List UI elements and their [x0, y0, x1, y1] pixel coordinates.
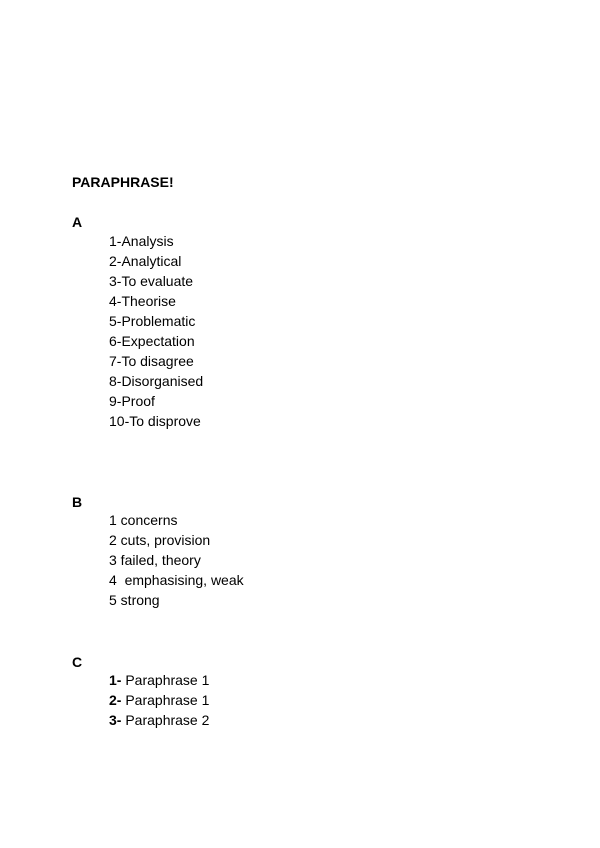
section-c-heading: C: [72, 654, 83, 670]
item-text: Paraphrase 2: [121, 712, 210, 728]
section-b-list: [109, 510, 244, 610]
section-a-heading: A: [72, 214, 83, 230]
item-text: Paraphrase 1: [121, 672, 210, 688]
list-item: 10-To disprove: [109, 413, 201, 429]
list-item: [109, 690, 209, 710]
list-item: 2-Analytical: [109, 253, 182, 269]
list-item: 1 concerns: [109, 512, 178, 528]
item-number: 3-: [109, 712, 122, 728]
list-item: 4-Theorise: [109, 293, 176, 309]
item-number: 2-: [109, 692, 122, 708]
item-text: Paraphrase 1: [121, 692, 210, 708]
list-item: 9-Proof: [109, 393, 155, 409]
item-number: 1-: [109, 672, 122, 688]
section-c-list: [109, 670, 209, 730]
list-item: 3-To evaluate: [109, 273, 194, 289]
list-item: [109, 670, 209, 690]
list-item: 5-Problematic: [109, 313, 196, 329]
list-item: 6-Expectation: [109, 333, 195, 349]
list-item: 4 emphasising, weak: [109, 572, 244, 588]
list-item: 5 strong: [109, 592, 160, 608]
list-item: 1-Analysis: [109, 233, 174, 249]
list-item: 8-Disorganised: [109, 373, 204, 389]
list-item: 3 failed, theory: [109, 552, 201, 568]
list-item: 2 cuts, provision: [109, 532, 211, 548]
list-item: [109, 710, 209, 730]
section-a-list: [109, 231, 203, 431]
section-b-heading: B: [72, 494, 83, 510]
list-item: 7-To disagree: [109, 353, 194, 369]
page-title: PARAPHRASE!: [72, 174, 174, 190]
